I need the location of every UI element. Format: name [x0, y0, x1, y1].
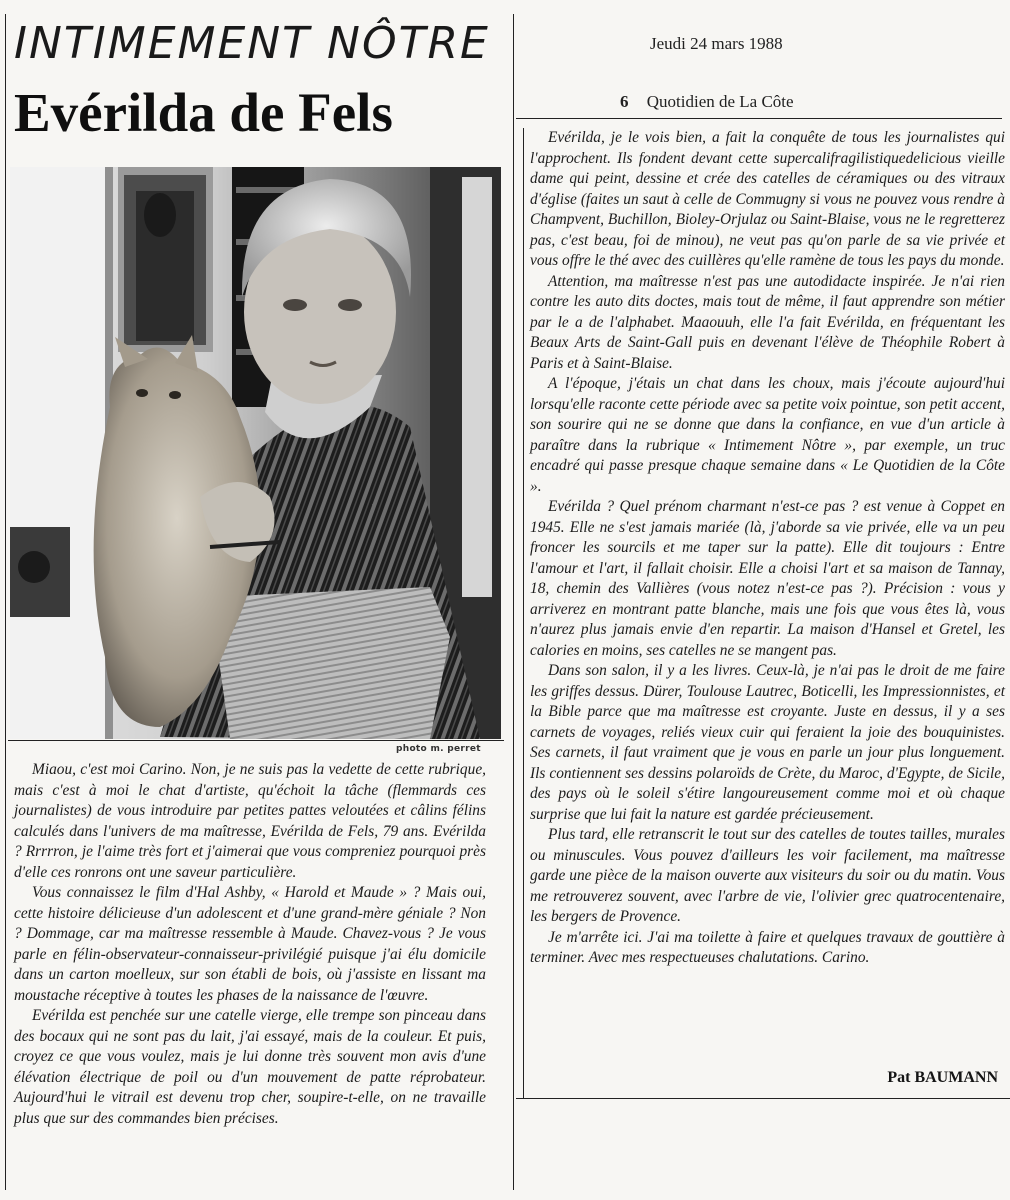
right-paragraph-4: Evérilda ? Quel prénom charmant n'est-ce pas ? est venue à Coppet en 1945. Elle ne s'est jamais mariée (là, j'aborde sa vie privée, elle va un peu froncer les sourcils et me taper sur la patte). Elle dit toujours : Entre l'amour et l'art, il fallait choisir. Elle a choisi l'art et sa maison de Tannay, 18, chemin des Vallières (vous notez n'est-ce pas ?). Précision : vous y arriverez en montrant patte blanche, mais une fois que vous êtes là, vous n'aurez plus jamais envie d'en repartir. La maison d'Hansel et Gretel, les calories en moins, ses catelles ne se mangent pas. [530, 498, 1005, 659]
left-border [5, 14, 6, 1190]
author-signature: Pat BAUMANN [887, 1069, 998, 1086]
column-divider [513, 14, 514, 1190]
bottom-rule [516, 1098, 1010, 1099]
left-paragraph-2: Vous connaissez le film d'Hal Ashby, « Harold et Maude » ? Mais oui, cette histoire délicieuse d'un adolescent et d'une grand-mère géniale ? Non ? Dommage, car ma maîtresse ressemble à Maude. Chavez-vous ? Je vous parle en félin-observateur-connaisseur-privilégié puisque j'ai élu domicile dans un carton moelleux, sur son établi de bois, où j'assiste en lissant ma moustache réceptive à toutes les phases de la naissance de l'œuvre. [14, 884, 486, 1004]
right-paragraph-7: Je m'arrête ici. J'ai ma toilette à faire et quelques travaux de gouttière à terminer. Avec mes respectueuses chalutations. Carino. [530, 928, 1005, 966]
date-line: Jeudi 24 mars 1988 [650, 34, 783, 53]
page-line [620, 92, 794, 112]
right-paragraph-3: A l'époque, j'étais un chat dans les choux, mais j'écoute aujourd'hui lorsqu'elle raconte cette période avec sa petite voix pointue, son petit accent, son sourire qui ne se donne que dans la confiance, en vue d'un article à paraître dans la rubrique « Intimement Nôtre », par exemple, un truc encadré qui passe presque chaque semaine dans « Le Quotidien de la Côte ». [530, 375, 1005, 495]
right-paragraph-5: Dans son salon, il y a les livres. Ceux-là, je n'ai pas le droit de me faire les griffes dessus. Dürer, Toulouse Lautrec, Boticelli, les Impressionnistes, et la Bible parce que ma maîtresse est croyante. Juste en dessus, il y a ses carnets de voyages, reliés vieux cuir qui feraient la joie des bouquinistes. Ses carnets, il faut vraiment que je vous en parle un jour plus longuement. Ils contiennent ses dessins polaroïds de Crète, du Maroc, d'Egypte, de Sicile, des pays où le soleil s'étire langoureusement comme moi et où chaque surprise que lui fait la nature est gardée précieusement. [530, 662, 1005, 823]
publication-name: Quotidien de La Côte [646, 92, 794, 111]
portrait-photo [10, 167, 501, 739]
article-right-column [530, 128, 1005, 969]
photo-bottom-rule [8, 740, 504, 741]
left-paragraph-1: Miaou, c'est moi Carino. Non, je ne suis pas la vedette de cette rubrique, mais c'est à moi le chat d'artiste, qu'échoit la tâche (flemmards ces journalistes) de vous introduire par petites pattes veloutées et câlins félins calculés dans l'univers de ma maîtresse, Evérilda de Fels, 79 ans. Evérilda ? Rrrrron, je l'aime très fort et j'aimerai que vous compreniez pourquoi près d'elle ces ronrons ont une saveur particulière. [14, 761, 486, 881]
right-paragraph-2: Attention, ma maîtresse n'est pas une autodidacte inspirée. Je n'ai rien contre les auto dits doctes, mais tout de même, il faut apprendre son métier par le a de l'alphabet. Maaouuh, elle l'a fait Evérilda, en fréquentant les Beaux Arts de Saint-Gall puis en devenant l'élève de Théophile Robert à Paris et à Saint-Blaise. [530, 272, 1005, 372]
right-column-border [523, 128, 524, 1098]
headline: Evérilda de Fels [14, 82, 393, 143]
header-rule [516, 118, 1002, 119]
article-left-column [14, 760, 486, 1129]
left-paragraph-3: Evérilda est penchée sur une catelle vierge, elle trempe son pinceau dans des bocaux qui ne sont pas du lait, j'ai essayé, mais de la couleur. Et puis, croyez ce que vous voulez, mais je lui donne très souvent mon avis d'une élévation électrique de poil ou d'un mouvement de patte réprobateur. Aujourd'hui le vitrail est devenu trop cher, soupire-t-elle, on ne travaille plus que sur des commandes bien précises. [14, 1007, 486, 1127]
right-paragraph-6: Plus tard, elle retranscrit le tout sur des catelles de toutes tailles, murales ou minuscules. Vous pouvez d'ailleurs les voir facilement, ma maîtresse garde une pièce de la maison ouverte aux visiteurs du soir ou du matin. Vous me retrouverez souvent, avec l'arbre de vie, l'olivier grec quatrocentenaire, les bergers de Provence. [530, 826, 1005, 925]
right-paragraph-1: Evérilda, je le vois bien, a fait la conquête de tous les journalistes qui l'approchent. Ils fondent devant cette supercalifragilistiquedelicious vieille dame qui peint, dessine et crée des catelles de céramiques ou des vitraux d'église (faites un saut à celle de Commugny si vous ne pouvez vous rendre à Champvent, Buchillon, Bioley-Orjulaz ou Saint-Blaise, vous ne le regretterez pas, c'est beau, foi de minou), ne veut pas qu'on parle de sa vie privée et vous offre le thé avec des cuillères qu'elle ramène de tous les pays du monde. [530, 129, 1005, 269]
photo-credit: photo m. perret [396, 744, 481, 754]
kicker-title: INTIMEMENT NÔTRE [14, 18, 490, 69]
page-number: 6 [620, 92, 629, 111]
